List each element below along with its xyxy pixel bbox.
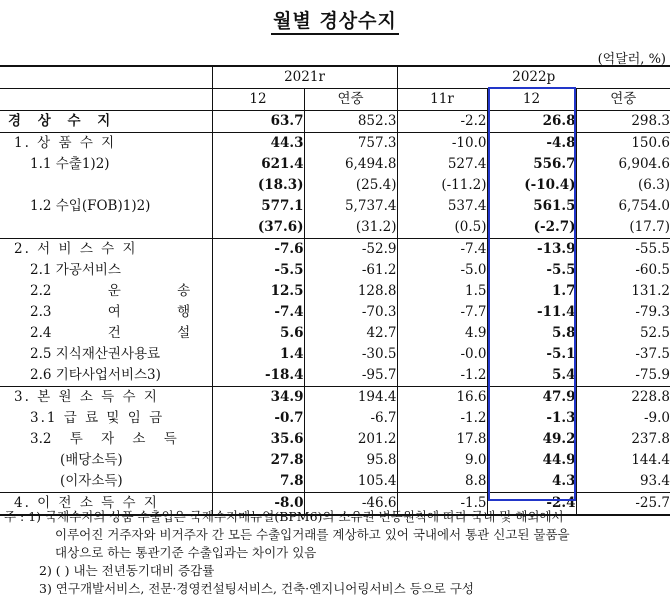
row-label: 3.2 투 자 소 득	[30, 431, 177, 447]
cell: 852.3	[304, 111, 397, 133]
row-label	[0, 175, 212, 196]
col-header: 12	[212, 89, 304, 111]
unit-label: (억달러, %)	[597, 52, 666, 67]
row-label: 2.4 건 설	[30, 325, 191, 341]
cell: -5.1	[487, 344, 576, 365]
cell: -70.3	[304, 302, 397, 323]
cell: 4.3	[487, 471, 576, 493]
cell: -75.9	[576, 365, 670, 387]
cell: -13.9	[487, 239, 576, 261]
row-label: 1. 상 품 수 지	[0, 133, 212, 155]
table-row-growth	[0, 217, 670, 239]
cell: 237.8	[576, 429, 670, 450]
cell: -10.0	[397, 133, 487, 155]
cell: 5,737.4	[304, 196, 397, 217]
cell: 35.6	[212, 429, 304, 450]
cell: 63.7	[212, 111, 304, 133]
cell: -60.5	[576, 260, 670, 281]
col-header: 연중	[576, 89, 670, 111]
row-label: 1.1 수출1)2)	[30, 156, 110, 172]
cell: -9.0	[576, 408, 670, 429]
cell: 150.6	[576, 133, 670, 155]
cell: -0.7	[212, 408, 304, 429]
cell: -11.4	[487, 302, 576, 323]
row-label: 3.1 급 료 및 임 금	[30, 410, 165, 426]
cell: -6.7	[304, 408, 397, 429]
cell: 42.7	[304, 323, 397, 344]
cell: -25.7	[576, 493, 670, 516]
row-label	[0, 217, 212, 239]
cell: 26.8	[487, 111, 576, 133]
cell: 144.4	[576, 450, 670, 471]
table-row	[0, 387, 670, 409]
cell: (25.4)	[304, 175, 397, 196]
row-label: 4. 이 전 소 득 수 지	[0, 493, 212, 516]
cell: (0.5)	[397, 217, 487, 239]
cell: -5.5	[212, 260, 304, 281]
cell: 556.7	[487, 154, 576, 175]
table-row	[0, 323, 670, 344]
cell: -0.0	[397, 344, 487, 365]
table-row	[0, 408, 670, 429]
cell: 8.8	[397, 471, 487, 493]
cell: 621.4	[212, 154, 304, 175]
cell: 561.5	[487, 196, 576, 217]
cell: -1.2	[397, 408, 487, 429]
cell: 6,754.0	[576, 196, 670, 217]
row-label: 2.1 가공서비스	[30, 262, 121, 278]
cell: 44.9	[487, 450, 576, 471]
cell: 128.8	[304, 281, 397, 302]
cell: 1.4	[212, 344, 304, 365]
table-row	[0, 365, 670, 387]
cell: -30.5	[304, 344, 397, 365]
cell: (17.7)	[576, 217, 670, 239]
cell: -7.4	[397, 239, 487, 261]
cell: 16.6	[397, 387, 487, 409]
cell: -79.3	[576, 302, 670, 323]
cell: 1.5	[397, 281, 487, 302]
column-header-row	[0, 89, 670, 111]
table-row	[0, 429, 670, 450]
cell: 34.9	[212, 387, 304, 409]
cell: -7.7	[397, 302, 487, 323]
cell: -1.5	[397, 493, 487, 516]
cell: 527.4	[397, 154, 487, 175]
cell: 49.2	[487, 429, 576, 450]
cell: 1.7	[487, 281, 576, 302]
cell: 4.9	[397, 323, 487, 344]
cell: -5.0	[397, 260, 487, 281]
cell: (-11.2)	[397, 175, 487, 196]
cell: -1.2	[397, 365, 487, 387]
footnote-2: 2) ( ) 내는 전년동기대비 증감률	[39, 563, 215, 578]
table-row	[0, 239, 670, 261]
page-title: 월별 경상수지	[0, 6, 670, 33]
cell: -55.5	[576, 239, 670, 261]
cell: 201.2	[304, 429, 397, 450]
row-label: 1.2 수입(FOB)1)2)	[30, 198, 151, 214]
cell: -46.6	[304, 493, 397, 516]
table-row	[0, 450, 670, 471]
cell: 44.3	[212, 133, 304, 155]
col-header: 연중	[304, 89, 397, 111]
cell: 6,494.8	[304, 154, 397, 175]
cell: -2.2	[397, 111, 487, 133]
cell: -5.5	[487, 260, 576, 281]
cell: 52.5	[576, 323, 670, 344]
cell: -61.2	[304, 260, 397, 281]
cell: -52.9	[304, 239, 397, 261]
table-row	[0, 260, 670, 281]
current-account-table	[0, 65, 670, 516]
cell: -8.0	[212, 493, 304, 516]
year-2021-header: 2021r	[212, 66, 397, 89]
cell: 7.8	[212, 471, 304, 493]
year-header-row	[0, 66, 670, 89]
cell: 577.1	[212, 196, 304, 217]
cell: 17.8	[397, 429, 487, 450]
cell: (-2.7)	[487, 217, 576, 239]
cell: 298.3	[576, 111, 670, 133]
table-row	[0, 133, 670, 155]
cell: 12.5	[212, 281, 304, 302]
row-label: 2.3 여 행	[30, 304, 191, 320]
cell: 5.4	[487, 365, 576, 387]
footnote-1: 주 : 1) 국제수지의 상품 수출입은 국제수지매뉴얼(BPM6)의 소유권 변동원칙에 따라 국내 및 해외에서	[4, 509, 564, 524]
row-label: 2.2 운 송	[30, 283, 191, 299]
cell: 27.8	[212, 450, 304, 471]
cell: -95.7	[304, 365, 397, 387]
col-header: 11r	[397, 89, 487, 111]
row-label: 경 상 수 지	[8, 113, 117, 129]
cell: -18.4	[212, 365, 304, 387]
cell: 6,904.6	[576, 154, 670, 175]
footnote-3: 3) 연구개발서비스, 전문·경영컨설팅서비스, 건축·엔지니어링서비스 등으로 구성	[39, 581, 474, 596]
cell: -7.6	[212, 239, 304, 261]
cell: 757.3	[304, 133, 397, 155]
table-row	[0, 154, 670, 175]
cell: (37.6)	[212, 217, 304, 239]
cell: 9.0	[397, 450, 487, 471]
cell: (6.3)	[576, 175, 670, 196]
row-label: (이자소득)	[60, 473, 123, 489]
table-row	[0, 196, 670, 217]
table-row	[0, 344, 670, 365]
table-row	[0, 471, 670, 493]
cell: -1.3	[487, 408, 576, 429]
cell: -2.4	[487, 493, 576, 516]
cell: -4.8	[487, 133, 576, 155]
table-row	[0, 281, 670, 302]
cell: 95.8	[304, 450, 397, 471]
col-header: 12	[487, 89, 576, 111]
cell: 5.6	[212, 323, 304, 344]
year-2022-header: 2022p	[397, 66, 670, 89]
footnote-1-cont: 이루어진 거주자와 비거주자 간 모든 수출입거래를 계상하고 있어 국내에서 통관 신고된 물품을	[55, 527, 570, 542]
table-row-growth	[0, 175, 670, 196]
row-label: 2.6 기타사업서비스3)	[30, 367, 161, 383]
cell: 105.4	[304, 471, 397, 493]
cell: (31.2)	[304, 217, 397, 239]
row-label: 3. 본 원 소 득 수 지	[0, 387, 212, 409]
cell: -37.5	[576, 344, 670, 365]
cell: (18.3)	[212, 175, 304, 196]
cell: 5.8	[487, 323, 576, 344]
row-label: 2. 서 비 스 수 지	[0, 239, 212, 261]
cell: 131.2	[576, 281, 670, 302]
footnotes	[4, 508, 670, 598]
cell: 93.4	[576, 471, 670, 493]
row-label: (배당소득)	[60, 452, 123, 468]
cell: 228.8	[576, 387, 670, 409]
cell: (-10.4)	[487, 175, 576, 196]
cell: 537.4	[397, 196, 487, 217]
table-row-total	[0, 111, 670, 133]
cell: 194.4	[304, 387, 397, 409]
cell: -7.4	[212, 302, 304, 323]
cell: 47.9	[487, 387, 576, 409]
footnote-1-cont: 대상으로 하는 통관기준 수출입과는 차이가 있음	[55, 545, 317, 560]
row-label: 2.5 지식재산권사용료	[30, 346, 161, 362]
table-row	[0, 302, 670, 323]
